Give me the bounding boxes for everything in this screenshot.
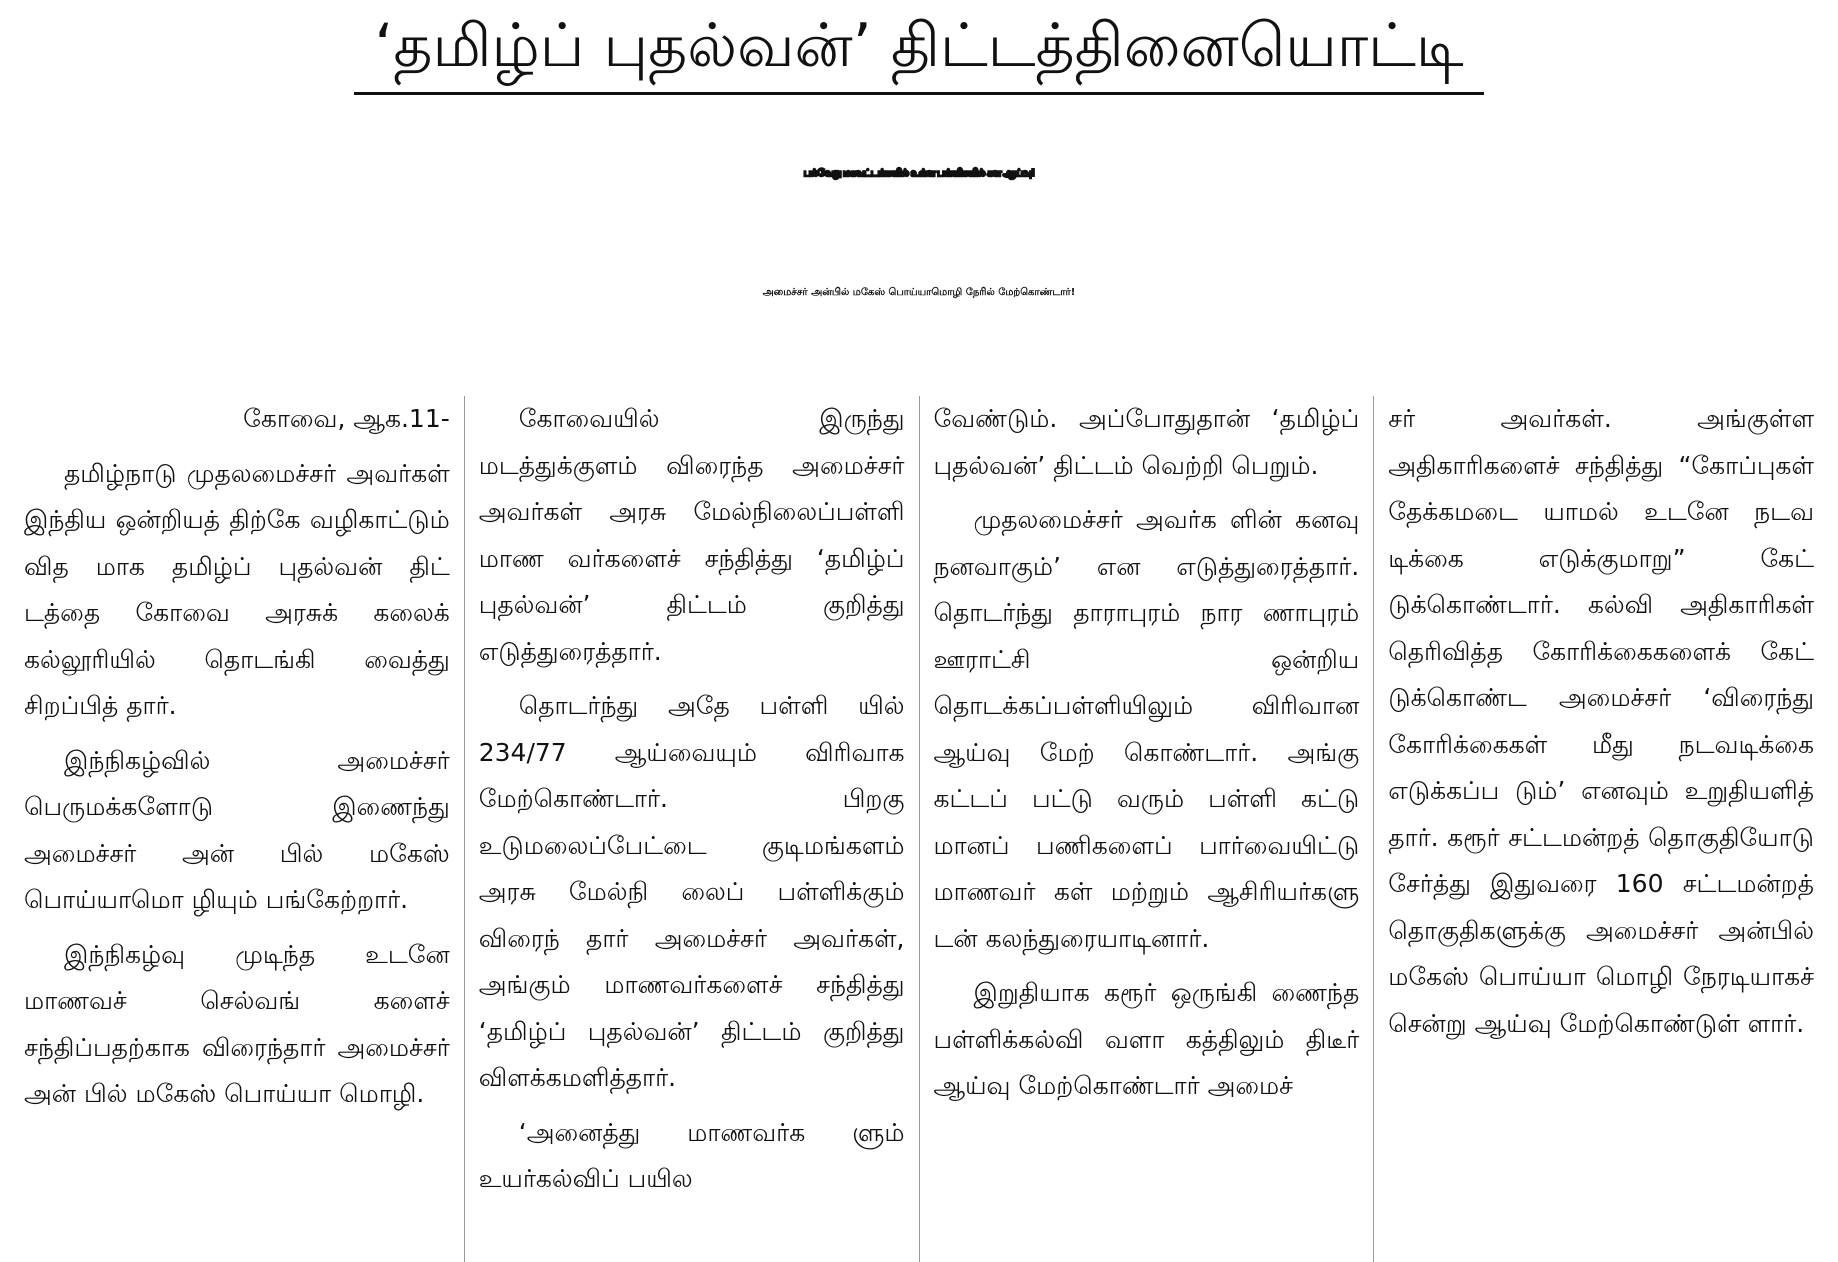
paragraph: தொடர்ந்து அதே பள்ளி யில் 234/77 ஆய்வையும் விரிவாக மேற்கொண்டார். பிறகு உடுமலைப்பேட்டை குடிமங்களம் அரசு மேல்நி லைப் பள்ளிக்கும் விரைந் தார் அமைச்சர் அவர்கள், அங்கும் மாணவர்களைச் சந்தித்து ‘தமிழ்ப் புதல்வன்’ திட்டம் குறித்து விளக்கமளித்தார். [478,691,905,1092]
dateline: கோவை, ஆக.11- [243,404,450,433]
paragraph: ‘அனைத்து மாணவர்க ளும் உயர்கல்விப் பயில [478,1117,905,1193]
paragraph: சர் அவர்கள். அங்குள்ள அதிகாரிகளைச் சந்தித்து “கோப்புகள் தேக்கமடை யாமல் உடனே நடவ டிக்கை எடுக்குமாறு” கேட் டுக்கொண்டார். கல்வி அதிகாரிகள் தெரிவித்த கோரிக்கைகளைக் கேட் டுக்கொண்ட அமைச்சர் ‘விரைந்து கோரிக்கைகள் மீது நடவடிக்கை எடுக்கப்ப டும்’ எனவும் உறுதியளித் தார். கரூர் சட்டமன்றத் தொகுதியோடு சேர்த்து இதுவரை 160 சட்டமன்றத் தொகுதிகளுக்கு அமைச்சர் அன்பில் மகேஸ் பொய்யா மொழி நேரடியாகச் சென்று ஆய்வு மேற்கொண்டுள் ளார். [1388,404,1814,1038]
kicker-line: ‘தமிழ்ப் புதல்வன்’ திட்டத்தினையொட்டி [354,6,1483,95]
kicker-container [14,0,1824,104]
column-3 [919,396,1374,1262]
column-1 [10,396,464,1262]
paragraph: கோவையில் இருந்து மடத்துக்குளம் விரைந்த அமைச்சர் அவர்கள் அரசு மேல்நிலைப்பள்ளி மாண வர்களைச் சந்தித்து ‘தமிழ்ப் புதல்வன்’ திட்டம் குறித்து எடுத்துரைத்தார். [478,404,905,666]
subheadline: அமைச்சர் அன்பில் மகேஸ் பொய்யாமொழி நேரில் மேற்கொண்டார்! [762,287,1076,298]
column-4 [1373,396,1828,1262]
paragraph: இறுதியாக கரூர் ஒருங்கி ணைந்த பள்ளிக்கல்வி வளா கத்திலும் திடீர் ஆய்வு மேற்கொண்டார் அமைச் [933,978,1360,1100]
paragraph: இந்நிகழ்வில் அமைச்சர் பெருமக்களோடு இணைந்து அமைச்சர் அன் பில் மகேஸ் பொய்யாமொ ழியும் பங்கேற்றார். [24,745,450,914]
headline: பல்வேறு மாவட்டங்களில் உள்ள பள்ளிகளில் கள ஆய்வு! [803,168,1035,179]
paragraph: முதலமைச்சர் அவர்க ளின் கனவு நனவாகும்’ என எடுத்துரைத்தார். தொடர்ந்து தாராபுரம் நார ணாபுரம் ஊராட்சி ஒன்றிய தொடக்கப்பள்ளியிலும் விரிவான ஆய்வு மேற் கொண்டார். அங்கு கட்டப் பட்டு வரும் பள்ளி கட்டு மானப் பணிகளைப் பார்வையிட்டு மாணவர் கள் மற்றும் ஆசிரியர்களு டன் கலந்துரையாடினார். [933,505,1360,953]
paragraph: வேண்டும். அப்போதுதான் ‘தமிழ்ப் புதல்வன்’ திட்டம் வெற்றி பெறும். [933,404,1360,480]
article-body [10,396,1828,1262]
column-2 [464,396,919,1262]
paragraph: தமிழ்நாடு முதலமைச்சர் அவர்கள் இந்திய ஒன்றியத் திற்கே வழிகாட்டும் வித மாக தமிழ்ப் புதல்வன் திட் டத்தை கோவை அரசுக் கலைக் கல்லூரியில் தொடங்கி வைத்து சிறப்பித் தார். [24,458,450,720]
paragraph: இந்நிகழ்வு முடிந்த உடனே மாணவச் செல்வங் களைச் சந்திப்பதற்காக விரைந்தார் அமைச்சர் அன் பில் மகேஸ் பொய்யா மொழி. [24,939,450,1108]
